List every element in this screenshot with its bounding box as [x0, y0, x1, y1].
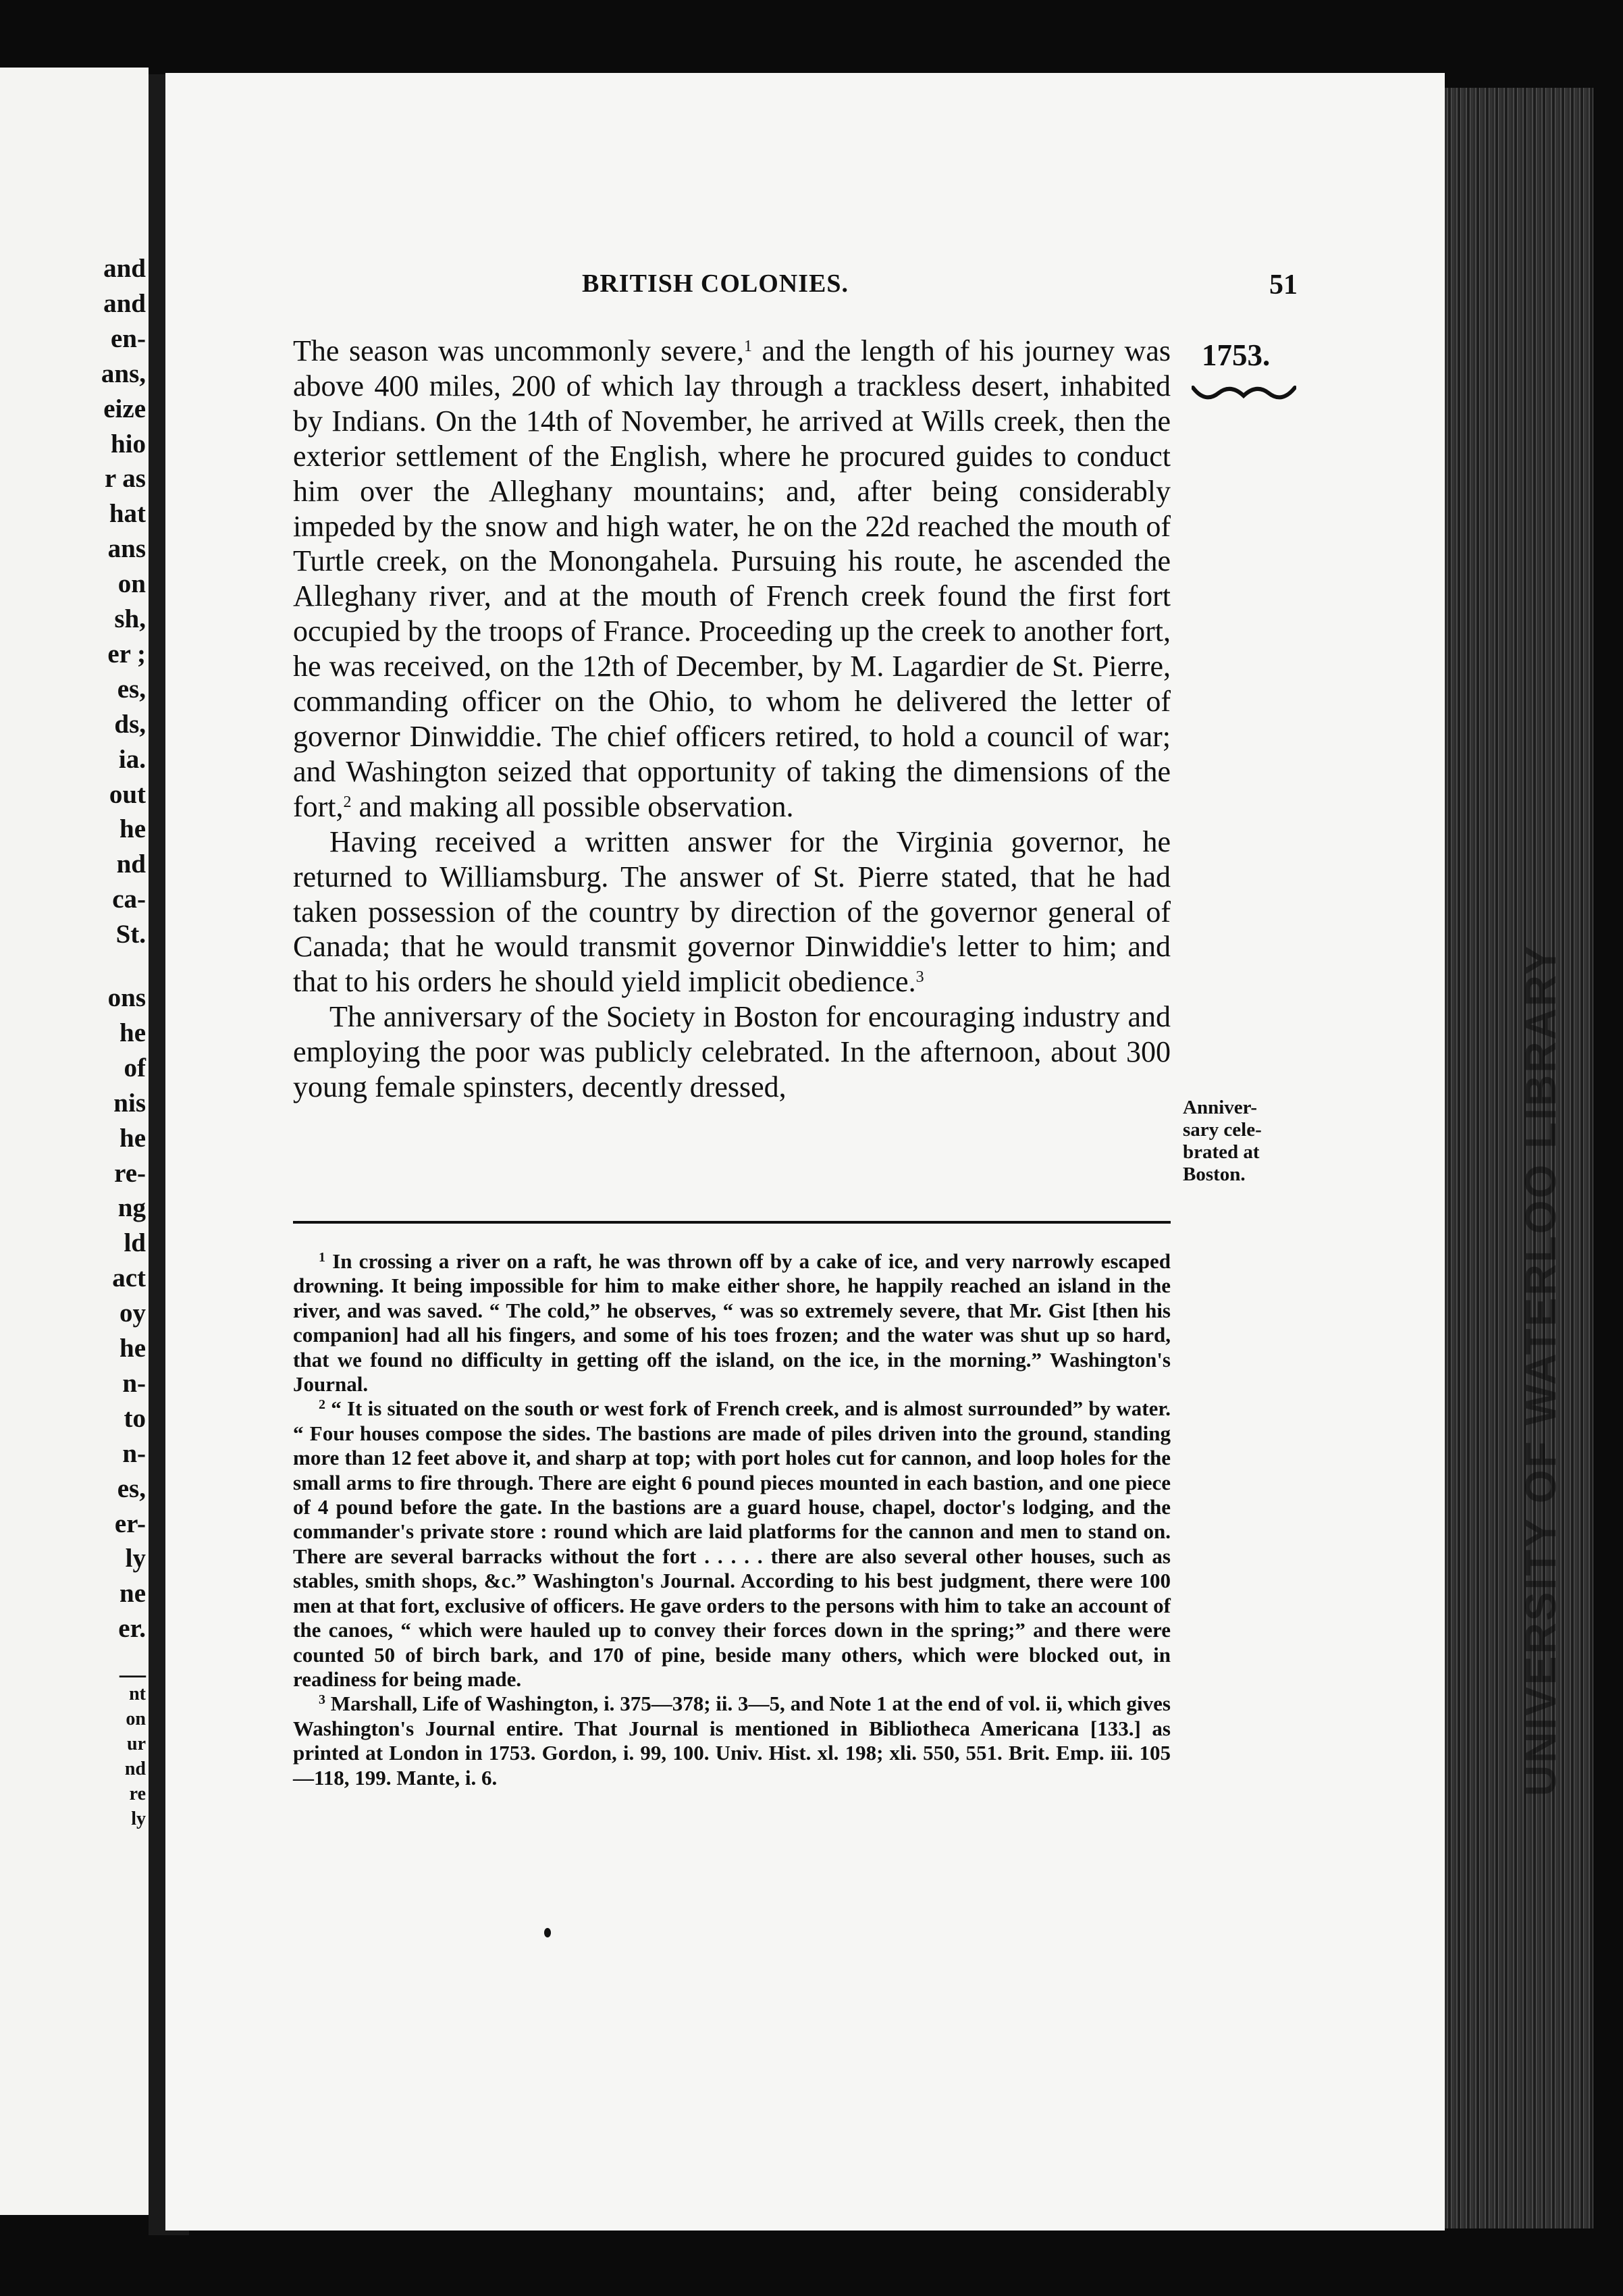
facing-page-fragment: and: [103, 254, 146, 283]
margin-brace-ornament: [1192, 378, 1296, 405]
paragraph-3: The anniversary of the Society in Boston for encouraging industry and employing the poor was publicly celebrated. In the afternoon, about 300 young female spinsters, decently dressed,: [293, 1000, 1171, 1104]
footnote-2: $^2$ “ It is situated on the south or west fork of French creek, and is almost surrounded” by water. “ Four houses compose the sides. The bastions are made of piles driven into the ground, standing more than 12 feet above it, and sharp at top; with port holes cut for cannon, and loop holes for the small arms to fire through. There are eight 6 pound pieces mounted in each bastion, and one piece of 4 pound before the gate. In the bastions are a guard house, chapel, doctor's lodging, and the commander's private store : round which are laid platforms for the cannon and men to stand on. There are several barracks without the fort . . . . . there are also several other houses, such as stables, smith shops, &c.” Washington's Journal. According to his best judgment, there were 100 men at that fort, exclusive of officers. He gave orders to the persons with him to take an account of the canoes, “ which were hauled up to convey their forces down in the spring;” and there were counted 50 of birch bark, and 170 of pine, beside many others, which were blocked out, in readiness for being made.: [293, 1397, 1171, 1691]
footnote-ref-2: 2: [343, 793, 352, 811]
facing-page-fragment: ia.: [118, 744, 146, 774]
facing-page-fragment: n-: [122, 1438, 146, 1468]
facing-page-fragment: r as: [104, 464, 146, 494]
paragraph-1: The season was uncommonly severe,$^1$ and the length of his journey was above 400 miles, 200 of which lay through a trackless desert, inhabited by Indians. On the 14th of November, he arrived at Wills creek, then the exterior settlement of the English, where he procured guides to conduct him over the Alleghany mountains; and, after being considerably impeded by the snow and high water, he on the 22d reached the mouth of Turtle creek, on the Monongahela. Pursuing his route, he ascended the Alleghany river, and at the mouth of French creek found the first fort occupied by the troops of France. Proceeding up the creek to another fort, he was received, on the 12th of December, by M. Lagardier de St. Pierre, commanding officer on the Ohio, to whom he delivered the letter of governor Dinwiddie. The chief officers retired, to hold a council of war; and Washington seized that opportunity of taking the dimensions of the fort,$^2$ and making all possible observation.: [293, 334, 1171, 823]
facing-page-fragment: hat: [109, 499, 146, 529]
library-edge-stamp: [1516, 1742, 1623, 1796]
facing-page-fragment: act: [112, 1263, 146, 1293]
facing-page-fragment: es,: [117, 674, 146, 704]
facing-page-fragment: hio: [110, 429, 146, 459]
facing-page-fragment: —: [119, 1660, 146, 1689]
facing-page-fragment: en-: [111, 323, 146, 353]
facing-page-fragment: nd: [124, 1758, 146, 1779]
facing-page-fragment: on: [117, 569, 146, 599]
facing-page-fragment: ons: [107, 983, 146, 1012]
facing-page-fragment: St.: [115, 920, 146, 949]
facing-page-fragment: nt: [129, 1684, 146, 1704]
facing-page-fragment: er ;: [107, 639, 146, 669]
footnote-1: $^1$ In crossing a river on a raft, he was thrown off by a cake of ice, and very narrowly escaped drowning. It being impossible for him to make either shore, he happily reached an island in the river, and was saved. “ The cold,” he observes, “ was so extremely severe, that Mr. Gist [then his companion] had all his fingers, and some of his toes frozen; and the water was shut up so hard, that we found no difficulty in getting off the island, on the ice, in the morning.” Washington's Journal.: [293, 1249, 1171, 1397]
facing-page-fragment: and: [103, 288, 146, 318]
facing-page-fragment: he: [119, 814, 146, 844]
ink-dot: [544, 1928, 551, 1937]
facing-page-fragment: nd: [116, 850, 146, 879]
facing-page-fragment: ld: [124, 1228, 146, 1258]
facing-page-fragment: n-: [122, 1368, 146, 1398]
facing-page-fragment: ly: [125, 1544, 146, 1573]
facing-page-fragment: ds,: [114, 709, 146, 739]
margin-year: 1753.: [1202, 338, 1271, 372]
footnote-ref-3: 3: [915, 968, 924, 987]
facing-page-fragment: ng: [117, 1193, 146, 1223]
facing-page-fragment: sh,: [114, 604, 146, 633]
margin-side-note: Anniver- sary cele- brated at Boston.: [1183, 1097, 1262, 1185]
facing-page-fragment: he: [119, 1123, 146, 1153]
facing-page-fragment: re: [129, 1783, 146, 1804]
footnotes: [293, 1249, 1171, 1790]
footnote-ref-1: 1: [743, 338, 752, 355]
footnote-divider: [293, 1221, 1171, 1224]
body-text: [293, 334, 1171, 1105]
facing-page-fragment: ans,: [101, 359, 146, 388]
facing-page-fragment: er.: [118, 1614, 146, 1644]
facing-page-fragment: nis: [113, 1088, 146, 1118]
facing-page-fragment: ca-: [112, 885, 146, 914]
facing-page-fragment: re-: [114, 1158, 146, 1188]
facing-page-fragment: ur: [127, 1733, 146, 1754]
facing-page-fragment: eize: [103, 394, 146, 423]
facing-page-fragment: ans: [107, 534, 146, 564]
facing-page-fragment: to: [124, 1403, 146, 1433]
facing-page-fragment: of: [124, 1053, 146, 1082]
paragraph-2: Having received a written answer for the Virginia governor, he returned to Williamsburg. The answer of St. Pierre stated, that he had taken possession of the country by direction of the governor general of Canada; that he would transmit governor Dinwiddie's letter to him; and that to his orders he should yield implicit obedience.$^3$: [293, 825, 1171, 999]
facing-page-fragment: he: [119, 1018, 146, 1047]
facing-page-fragment: ne: [119, 1579, 146, 1609]
facing-page-fragment: oy: [119, 1299, 146, 1328]
facing-page-fragment: es,: [117, 1473, 146, 1503]
facing-page-fragment: on: [126, 1708, 146, 1729]
running-head: BRITISH COLONIES.: [582, 269, 849, 298]
facing-page-fragment: he: [119, 1334, 146, 1363]
footnote-3: $^3$ Marshall, Life of Washington, i. 375—378; ii. 3—5, and Note 1 at the end of vol. ii, which gives Washington's Journal entire. That Journal is mentioned in Bibliotheca Americana [133.] as printed at London in 1753. Gordon, i. 99, 100. Univ. Hist. xl. 198; xli. 550, 551. Brit. Emp. iii. 105—118, 199. Mante, i. 6.: [293, 1692, 1171, 1790]
facing-page-left: [0, 68, 149, 2215]
page-number: 51: [1269, 269, 1298, 301]
facing-page-fragment: ly: [131, 1808, 146, 1829]
facing-page-fragment: er-: [114, 1509, 146, 1538]
facing-page-fragment: out: [109, 779, 146, 809]
